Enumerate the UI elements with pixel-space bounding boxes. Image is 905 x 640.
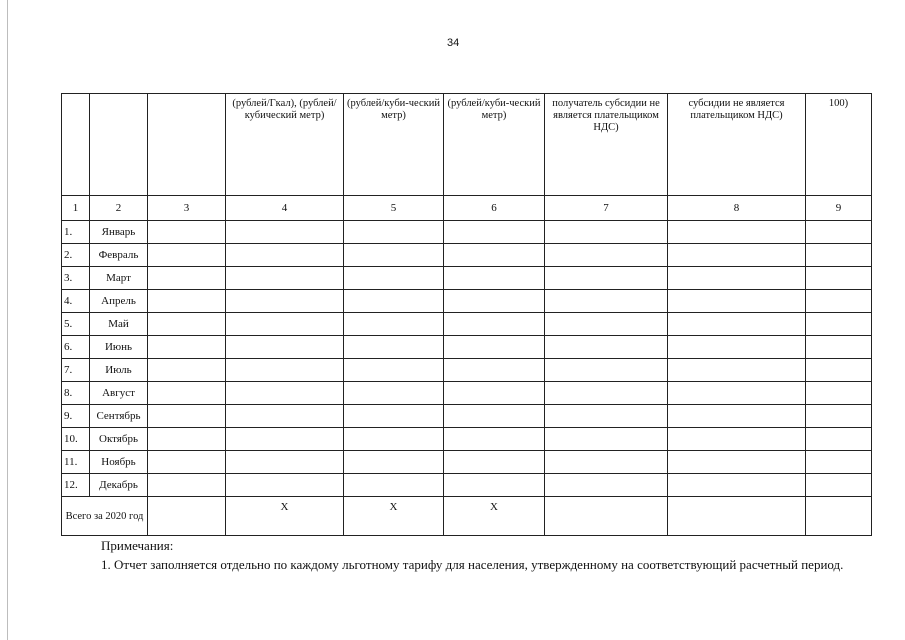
table-cell: [545, 336, 668, 359]
table-cell: [545, 428, 668, 451]
table-row: [62, 359, 872, 382]
column-number: 7: [545, 196, 668, 221]
row-number: 7.: [62, 359, 90, 382]
table-cell: [668, 336, 806, 359]
row-number: 5.: [62, 313, 90, 336]
table-cell: [545, 221, 668, 244]
table-cell: [226, 451, 344, 474]
table-cell: [668, 382, 806, 405]
header-cell: 100): [806, 94, 872, 196]
table-cell: [344, 221, 444, 244]
table-cell: [444, 336, 545, 359]
table-cell: [444, 428, 545, 451]
table-cell: [545, 405, 668, 428]
column-number: 6: [444, 196, 545, 221]
table-cell: [148, 497, 226, 536]
table-cell: [444, 221, 545, 244]
table-cell: [806, 313, 872, 336]
row-number: 12.: [62, 474, 90, 497]
table-cell: [668, 359, 806, 382]
month-name: Октябрь: [90, 428, 148, 451]
table-cell: [444, 267, 545, 290]
month-name: Март: [90, 267, 148, 290]
table-cell: [806, 405, 872, 428]
table-cell: [148, 290, 226, 313]
table-cell: [668, 405, 806, 428]
table-cell: [806, 497, 872, 536]
table-cell: [344, 267, 444, 290]
header-cell: (рублей/куби-ческий метр): [344, 94, 444, 196]
row-number: 4.: [62, 290, 90, 313]
table-cell: [344, 405, 444, 428]
table-row: [62, 313, 872, 336]
table-cell: [344, 290, 444, 313]
table-row: [62, 290, 872, 313]
column-number: 1: [62, 196, 90, 221]
header-cell: (рублей/куби-ческий метр): [444, 94, 545, 196]
table-cell: [806, 451, 872, 474]
table-cell: [444, 451, 545, 474]
table-cell: [344, 336, 444, 359]
month-name: Сентябрь: [90, 405, 148, 428]
table-cell: [545, 382, 668, 405]
table-cell: [668, 474, 806, 497]
table-cell: [148, 313, 226, 336]
month-name: Июнь: [90, 336, 148, 359]
note-item: 1. Отчет заполняется отдельно по каждому льготному тарифу для населения, утвержденному на соответствующий расчетный период.: [101, 557, 844, 572]
table-cell: [344, 359, 444, 382]
month-rows: [62, 221, 872, 497]
table-cell: [226, 382, 344, 405]
table-cell: [545, 359, 668, 382]
table-cell: [344, 474, 444, 497]
table-row: [62, 405, 872, 428]
table-cell: [806, 290, 872, 313]
table-cell: [148, 221, 226, 244]
table-cell: [148, 474, 226, 497]
table-cell: [806, 382, 872, 405]
table-cell: [226, 359, 344, 382]
table-cell: [668, 451, 806, 474]
table-cell: [226, 474, 344, 497]
table-cell: [226, 244, 344, 267]
notes: [61, 536, 861, 574]
table-cell: [444, 382, 545, 405]
table-cell: [545, 244, 668, 267]
table-cell: [545, 451, 668, 474]
row-number: 2.: [62, 244, 90, 267]
header-cell: [62, 94, 90, 196]
table-cell: [148, 405, 226, 428]
header-cell: (рублей/Гкал), (рублей/кубический метр): [226, 94, 344, 196]
column-number: 2: [90, 196, 148, 221]
table-cell: [148, 382, 226, 405]
row-number: 8.: [62, 382, 90, 405]
column-number: 3: [148, 196, 226, 221]
table-cell: [668, 221, 806, 244]
table-row: [62, 428, 872, 451]
table-cell: [444, 359, 545, 382]
month-name: Июль: [90, 359, 148, 382]
row-number: 3.: [62, 267, 90, 290]
month-name: Апрель: [90, 290, 148, 313]
header-cell: субсидии не является плательщиком НДС): [668, 94, 806, 196]
table-cell: [806, 474, 872, 497]
table-cell: [545, 474, 668, 497]
month-name: Январь: [90, 221, 148, 244]
table-cell: [444, 474, 545, 497]
table-cell: [668, 313, 806, 336]
page-number: 34: [447, 37, 460, 49]
table-cell: [226, 221, 344, 244]
table-cell: [148, 267, 226, 290]
table-cell: [668, 244, 806, 267]
table-cell: [148, 428, 226, 451]
table-cell: [668, 267, 806, 290]
report-table: [61, 93, 872, 536]
notes-title: Примечания:: [101, 538, 174, 553]
table-cell: [444, 244, 545, 267]
table-cell: [226, 313, 344, 336]
header-cell: получатель субсидии не является плательщиком НДС): [545, 94, 668, 196]
table-cell: [226, 290, 344, 313]
table-cell: [806, 267, 872, 290]
table-cell: [444, 290, 545, 313]
table-cell: [226, 405, 344, 428]
table-cell: [344, 428, 444, 451]
table-cell: [668, 428, 806, 451]
table-cell: [148, 336, 226, 359]
table-cell: [545, 267, 668, 290]
table-cell: [806, 244, 872, 267]
table-cell: [344, 382, 444, 405]
table-cell: [226, 267, 344, 290]
row-number: 11.: [62, 451, 90, 474]
x-mark: Х: [226, 497, 344, 536]
column-number: 9: [806, 196, 872, 221]
x-mark: Х: [344, 497, 444, 536]
row-number: 1.: [62, 221, 90, 244]
column-number: 4: [226, 196, 344, 221]
row-number: 9.: [62, 405, 90, 428]
table-row: [62, 244, 872, 267]
table-cell: [668, 497, 806, 536]
total-row: [62, 497, 872, 536]
month-name: Август: [90, 382, 148, 405]
column-number: 5: [344, 196, 444, 221]
table-row: [62, 474, 872, 497]
x-mark: Х: [444, 497, 545, 536]
table-cell: [545, 497, 668, 536]
table-cell: [444, 405, 545, 428]
table-cell: [344, 313, 444, 336]
table-cell: [444, 313, 545, 336]
month-name: Декабрь: [90, 474, 148, 497]
total-label: Всего за 2020 год: [62, 497, 148, 536]
table-cell: [148, 451, 226, 474]
table-cell: [806, 359, 872, 382]
column-number-row: [62, 196, 872, 221]
month-name: Ноябрь: [90, 451, 148, 474]
table-cell: [226, 428, 344, 451]
table-cell: [806, 336, 872, 359]
table-cell: [148, 244, 226, 267]
table-row: [62, 382, 872, 405]
table-cell: [344, 451, 444, 474]
month-name: Февраль: [90, 244, 148, 267]
table-cell: [148, 359, 226, 382]
table-cell: [545, 313, 668, 336]
column-number: 8: [668, 196, 806, 221]
table-row: [62, 336, 872, 359]
table-cell: [344, 244, 444, 267]
header-cell: [148, 94, 226, 196]
table-row: [62, 221, 872, 244]
page-edge-rule: [7, 0, 8, 640]
month-name: Май: [90, 313, 148, 336]
row-number: 10.: [62, 428, 90, 451]
table-row: [62, 451, 872, 474]
table-cell: [806, 428, 872, 451]
table-cell: [806, 221, 872, 244]
table-cell: [226, 336, 344, 359]
table-cell: [545, 290, 668, 313]
table-row: [62, 267, 872, 290]
header-row: [62, 94, 872, 196]
row-number: 6.: [62, 336, 90, 359]
header-cell: [90, 94, 148, 196]
table-cell: [668, 290, 806, 313]
